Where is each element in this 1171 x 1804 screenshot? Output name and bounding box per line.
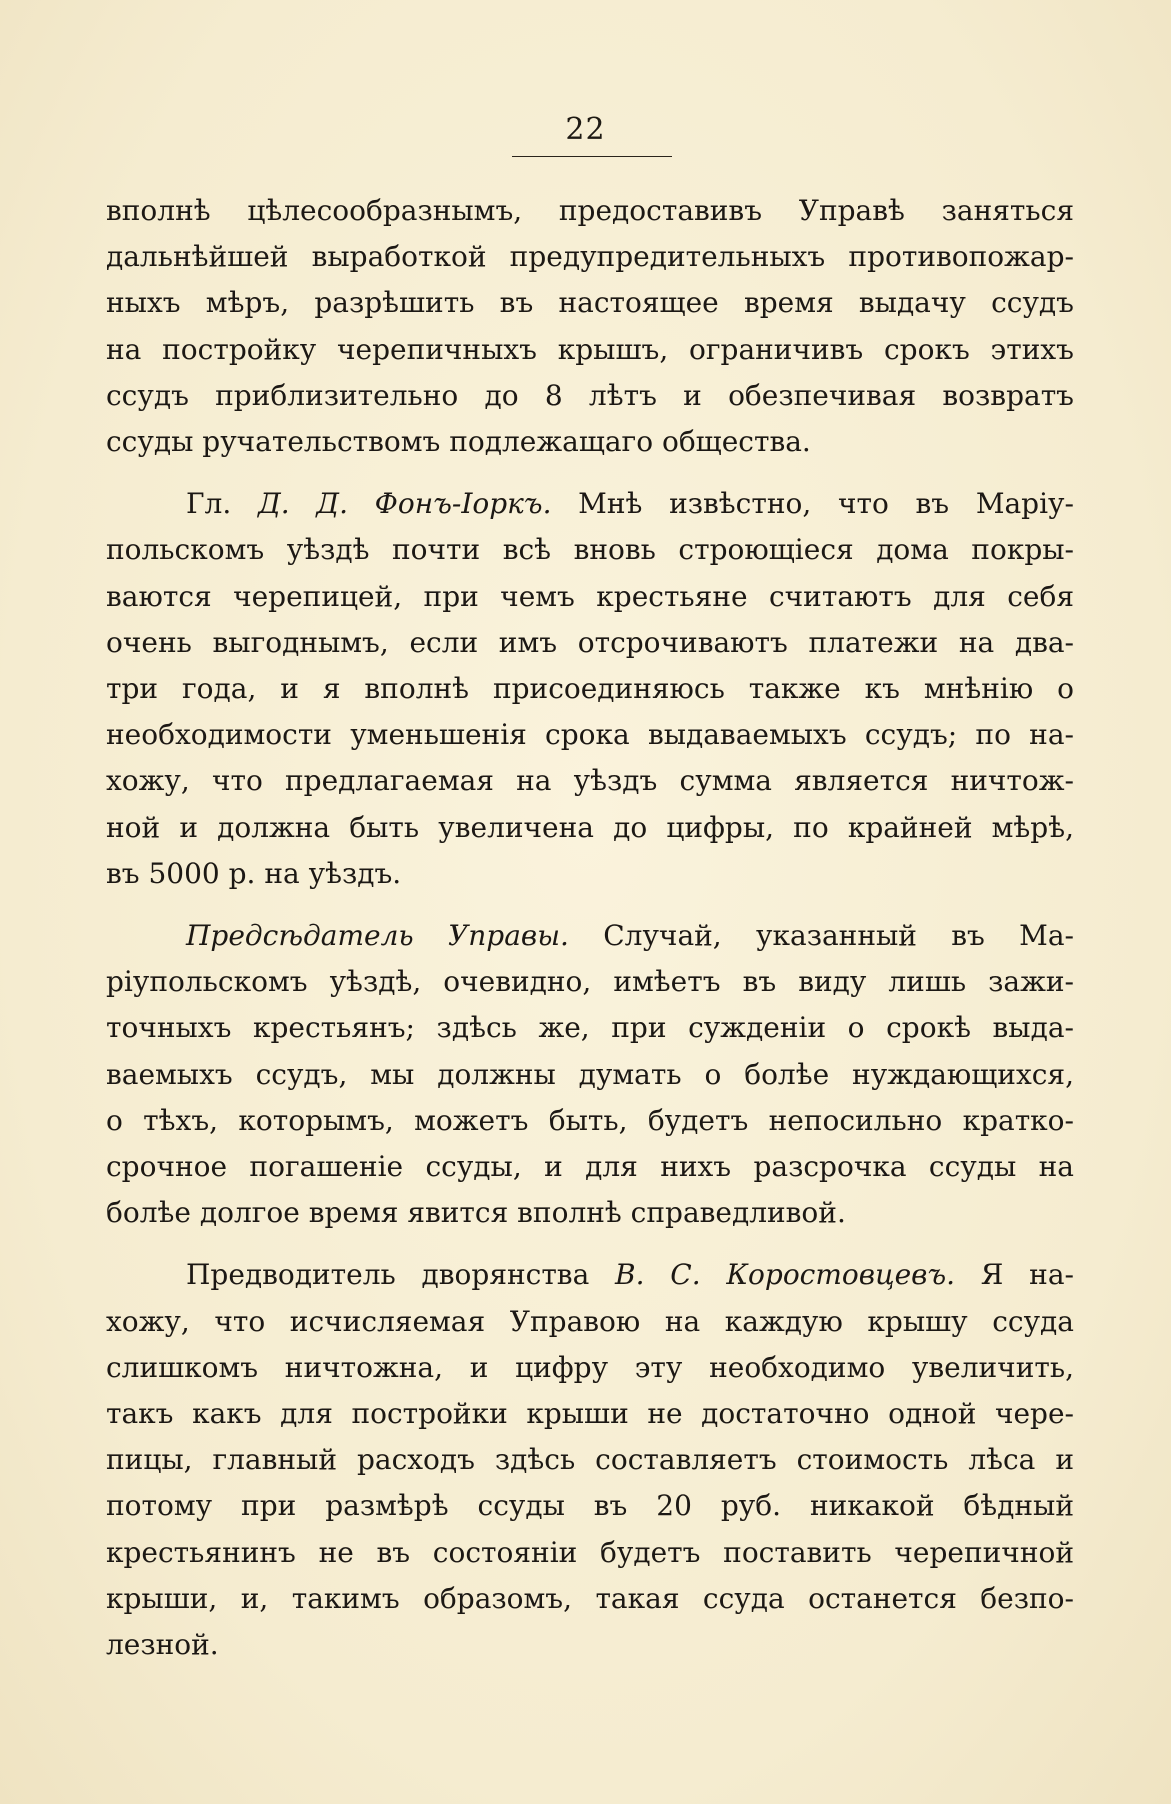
text-line: ссудъ приблизительно до 8 лѣтъ и обезпечивая возвратъ bbox=[106, 378, 1074, 412]
speaker-name: В. С. Коростовцевъ. bbox=[615, 1258, 956, 1292]
page-number: 22 bbox=[565, 112, 606, 147]
text-line: потому при размѣрѣ ссуды въ 20 руб. никакой бѣдный bbox=[106, 1489, 1074, 1523]
text-line bbox=[106, 913, 1074, 959]
speaker-name: Предсѣдатель Управы. bbox=[186, 919, 569, 953]
speaker-prefix: Предводитель дворянства bbox=[186, 1258, 590, 1292]
text-line: вполнѣ цѣлесообразнымъ, предоставивъ Управѣ заняться bbox=[106, 194, 1074, 227]
text-line: на постройку черепичныхъ крышъ, ограничивъ срокъ этихъ bbox=[106, 332, 1074, 366]
text-line: необходимости уменьшенія срока выдаваемыхъ ссудъ; по на- bbox=[106, 718, 1074, 752]
paragraph-continuation bbox=[106, 188, 1074, 465]
speech-start: Случай, указанный въ Ма- bbox=[603, 919, 1075, 953]
text-line: точныхъ крестьянъ; здѣсь же, при сужденіи о срокѣ выда- bbox=[106, 1011, 1074, 1045]
text-line bbox=[106, 481, 1074, 527]
text-line: болѣе долгое время явится вполнѣ справедливой. bbox=[106, 1196, 846, 1230]
text-line: такъ какъ для постройки крыши не достаточно одной чере- bbox=[106, 1397, 1074, 1431]
text-line bbox=[106, 1252, 1074, 1298]
speech-start: Я на- bbox=[980, 1258, 1074, 1292]
body-text bbox=[106, 188, 1074, 1668]
speech-start: Мнѣ извѣстно, что въ Маріу- bbox=[578, 487, 1074, 521]
text-line: хожу, что предлагаемая на уѣздъ сумма является ничтож- bbox=[106, 764, 1074, 798]
text-line: срочное погашеніе ссуды, и для нихъ разсрочка ссуды на bbox=[106, 1150, 1074, 1184]
text-line: ныхъ мѣръ, разрѣшить въ настоящее время выдачу ссудъ bbox=[106, 286, 1074, 320]
text-line: пицы, главный расходъ здѣсь составляетъ стоимость лѣса и bbox=[106, 1443, 1074, 1477]
text-line: слишкомъ ничтожна, и цифру эту необходимо увеличить, bbox=[106, 1350, 1074, 1384]
text-line: о тѣхъ, которымъ, можетъ быть, будетъ непосильно кратко- bbox=[106, 1103, 1074, 1137]
text-line: ваемыхъ ссудъ, мы должны думать о болѣе нуждающихся, bbox=[106, 1057, 1074, 1091]
paragraph-fon-iork bbox=[106, 481, 1074, 897]
text-line: ваются черепицей, при чемъ крестьяне считаютъ для себя bbox=[106, 579, 1074, 613]
text-line: лезной. bbox=[106, 1628, 219, 1662]
text-line: крестьянинъ не въ состояніи будетъ поставить черепичной bbox=[106, 1535, 1074, 1569]
text-line: очень выгоднымъ, если имъ отсрочиваютъ платежи на два- bbox=[106, 625, 1074, 659]
text-line: ной и должна быть увеличена до цифры, по крайней мѣрѣ, bbox=[106, 810, 1074, 844]
speaker-prefix: Гл. bbox=[186, 487, 232, 521]
text-line: дальнѣйшей выработкой предупредительныхъ противопожар- bbox=[106, 240, 1074, 274]
text-line: три года, и я вполнѣ присоединяюсь также къ мнѣнію о bbox=[106, 672, 1074, 706]
text-line: хожу, что исчисляемая Управою на каждую крышу ссуда bbox=[106, 1304, 1074, 1338]
header-rule bbox=[512, 156, 672, 157]
text-line: въ 5000 р. на уѣздъ. bbox=[106, 856, 402, 890]
text-line: крыши, и, такимъ образомъ, такая ссуда останется безпо- bbox=[106, 1581, 1074, 1615]
text-line: ссуды ручательствомъ подлежащаго общества. bbox=[106, 425, 811, 459]
text-line: ріупольскомъ уѣздѣ, очевидно, имѣетъ въ виду лишь зажи- bbox=[106, 965, 1074, 999]
text-line: польскомъ уѣздѣ почти всѣ вновь строющіеся дома покры- bbox=[106, 533, 1074, 567]
speaker-name: Д. Д. Фонъ-Іоркъ. bbox=[257, 487, 552, 521]
paragraph-chairman bbox=[106, 913, 1074, 1236]
paragraph-korostovtsev bbox=[106, 1252, 1074, 1668]
